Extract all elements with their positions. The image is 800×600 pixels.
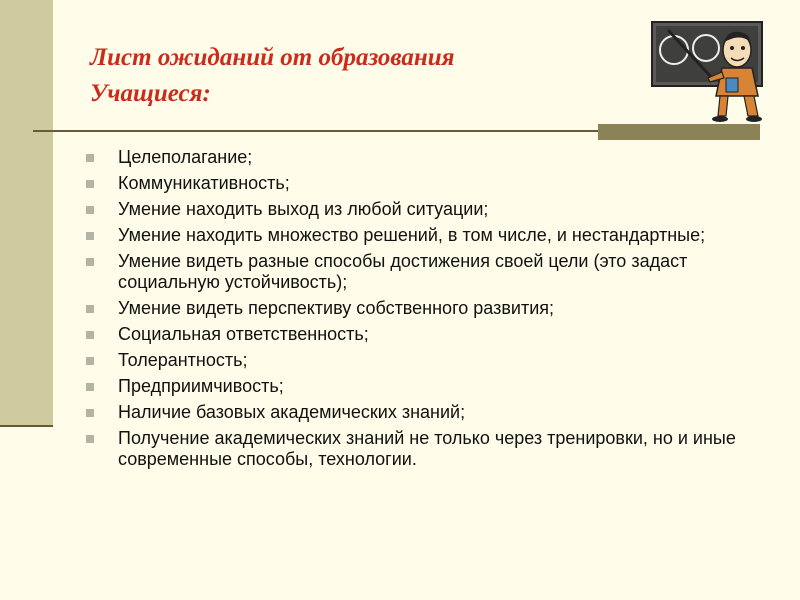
left-decorative-band <box>0 0 53 425</box>
slide-title <box>90 40 610 112</box>
title-divider-accent <box>598 124 760 140</box>
list-item-text: Социальная ответственность; <box>118 324 369 344</box>
title-line-2: Учащиеся: <box>90 80 211 107</box>
list-item <box>86 402 766 423</box>
list-item-text: Целеполагание; <box>118 147 253 167</box>
list-item <box>86 298 766 319</box>
list-item <box>86 147 766 168</box>
list-item <box>86 173 766 194</box>
list-item-text: Умение видеть перспективу собственного развития; <box>118 298 554 318</box>
list-item-text: Предприимчивость; <box>118 376 284 396</box>
list-item-text: Умение видеть разные способы достижения своей цели (это задаст социальную устойчивость); <box>118 251 688 292</box>
list-item <box>86 350 766 371</box>
bullet-square-icon <box>86 232 94 240</box>
bullet-square-icon <box>86 258 94 266</box>
list-item <box>86 376 766 397</box>
title-divider-line <box>33 130 613 132</box>
bullet-square-icon <box>86 357 94 365</box>
bullet-square-icon <box>86 154 94 162</box>
list-item-text: Коммуникативность; <box>118 173 290 193</box>
list-item-text: Получение академических знаний не только через тренировки, но и иные современные способы, технологии. <box>118 428 736 469</box>
bullet-square-icon <box>86 206 94 214</box>
bullet-square-icon <box>86 180 94 188</box>
bullet-square-icon <box>86 305 94 313</box>
list-item-text: Толерантность; <box>118 350 248 370</box>
title-line-1: Лист ожиданий от образования <box>90 44 455 71</box>
left-band-underline <box>0 425 53 427</box>
bullet-square-icon <box>86 383 94 391</box>
teacher-at-chalkboard-icon <box>640 12 780 124</box>
bullet-square-icon <box>86 331 94 339</box>
list-item <box>86 225 766 246</box>
list-item-text: Наличие базовых академических знаний; <box>118 402 466 422</box>
list-item <box>86 428 766 470</box>
list-item <box>86 324 766 345</box>
list-item-text: Умение находить множество решений, в том числе, и нестандартные; <box>118 225 706 245</box>
expectations-list <box>86 147 766 475</box>
list-item-text: Умение находить выход из любой ситуации; <box>118 199 489 219</box>
list-item <box>86 199 766 220</box>
bullet-square-icon <box>86 435 94 443</box>
list-item <box>86 251 766 293</box>
bullet-square-icon <box>86 409 94 417</box>
